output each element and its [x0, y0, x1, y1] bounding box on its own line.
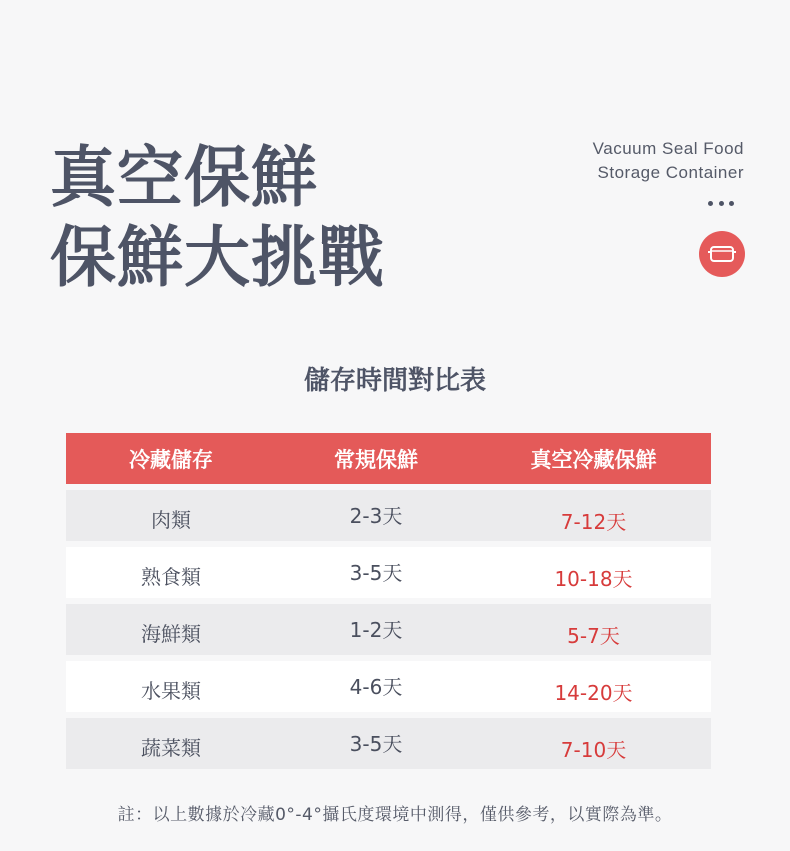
header-vacuum-fresh: 真空冷藏保鮮: [530, 447, 657, 472]
food-type-cell: 海鮮類: [141, 622, 201, 646]
food-type-cell: 熟食類: [141, 565, 201, 589]
more-dots-icon: [708, 201, 734, 207]
hero-title-line-2: 保鮮大挑戰: [50, 219, 385, 296]
header-regular-fresh: 常規保鮮: [334, 447, 418, 472]
vacuum-duration-cell: 14-20天: [554, 681, 633, 705]
container-icon: [699, 231, 745, 277]
vacuum-duration-cell: 7-10天: [560, 738, 627, 762]
table-title: 儲存時間對比表: [303, 366, 486, 396]
tagline-line-1: Vacuum Seal Food: [592, 139, 744, 158]
english-tagline: [593, 137, 744, 185]
regular-duration-cell: 1-2天: [349, 618, 403, 642]
hero-title: [50, 138, 385, 298]
tagline-line-2: Storage Container: [597, 163, 744, 182]
vacuum-duration-cell: 7-12天: [560, 510, 627, 534]
vacuum-duration-cell: 10-18天: [554, 567, 633, 591]
vacuum-duration-cell: 5-7天: [567, 624, 620, 648]
food-type-cell: 蔬菜類: [141, 736, 201, 760]
table-row: [66, 490, 711, 541]
hero-title-line-1: 真空保鮮: [50, 139, 318, 216]
table-row: [66, 547, 711, 598]
table-row: [66, 661, 711, 712]
regular-duration-cell: 3-5天: [349, 732, 403, 756]
food-type-cell: 水果類: [141, 679, 201, 703]
regular-duration-cell: 4-6天: [349, 675, 403, 699]
regular-duration-cell: 3-5天: [349, 561, 403, 585]
header-cold-storage: 冷藏儲存: [129, 447, 213, 472]
regular-duration-cell: 2-3天: [349, 504, 403, 528]
table-header-row: [66, 433, 711, 484]
table-row: [66, 604, 711, 655]
food-type-cell: 肉類: [151, 508, 191, 532]
table-row: [66, 718, 711, 769]
footnote: 註：以上數據於冷藏0°-4°攝氏度環境中測得，僅供參考，以實際為準。: [117, 805, 673, 825]
storage-comparison-table: [66, 433, 711, 769]
